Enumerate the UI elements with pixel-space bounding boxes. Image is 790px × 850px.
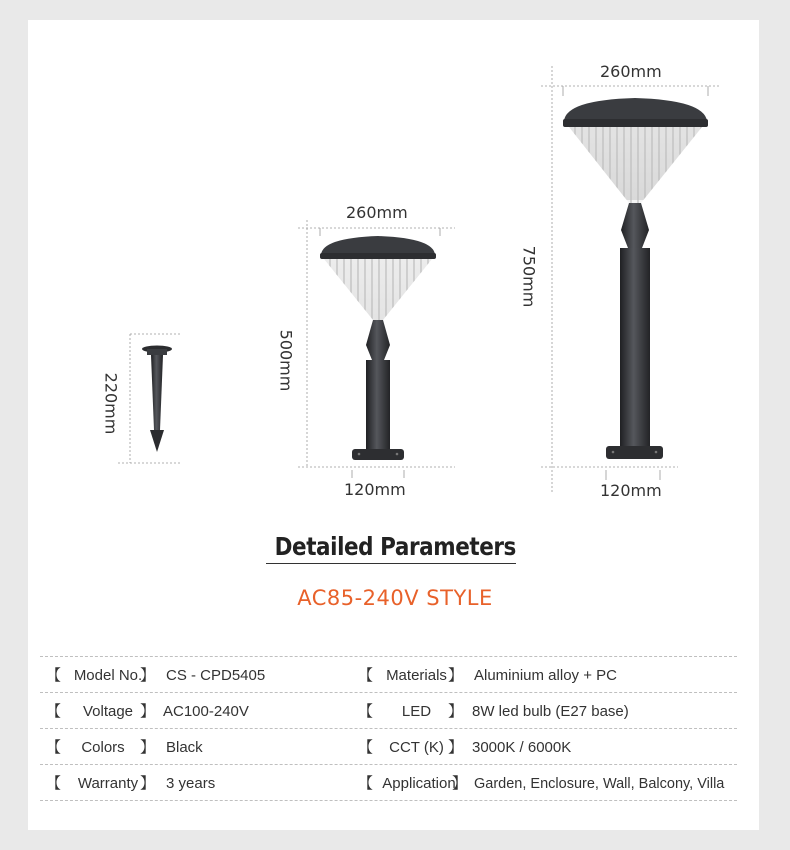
bracket-close: 】 (448, 739, 464, 756)
bracket-close: 】 (140, 667, 156, 684)
param-value: 3000K / 6000K (472, 739, 572, 756)
parameters-table (40, 656, 737, 801)
param-value: AC100-240V (163, 703, 249, 720)
table-row (40, 728, 737, 764)
param-label: LED (401, 703, 432, 720)
bracket-open: 【 (46, 667, 62, 684)
tall-base-label: 120mm (600, 481, 662, 500)
table-row (40, 692, 737, 728)
param-label: Voltage (82, 703, 134, 720)
short-base-label: 120mm (344, 480, 406, 499)
style-subtitle: AC85-240V STYLE (297, 586, 493, 610)
param-label: Materials (386, 667, 447, 684)
param-value: CS - CPD5405 (166, 667, 266, 684)
param-label: Model No. (73, 667, 143, 684)
table-row (40, 764, 737, 801)
bracket-close: 】 (448, 667, 464, 684)
param-value: 3 years (166, 775, 216, 792)
bracket-open: 【 (358, 667, 374, 684)
table-row (40, 656, 737, 692)
param-value: Black (166, 739, 203, 756)
bracket-close: 】 (140, 703, 156, 720)
spike-height-label: 220mm (101, 372, 121, 435)
bracket-close: 】 (140, 775, 156, 792)
bracket-open: 【 (46, 775, 62, 792)
param-value: Aluminium alloy + PC (474, 667, 617, 684)
bracket-close: 】 (448, 703, 464, 720)
short-width-label: 260mm (346, 203, 408, 222)
param-label: Warranty (77, 775, 139, 792)
short-height-label: 500mm (276, 329, 296, 392)
tall-lamp (541, 66, 720, 492)
bracket-close: 】 (452, 775, 468, 792)
short-lamp (298, 220, 455, 478)
tall-height-label: 750mm (519, 245, 539, 308)
section-title (0, 532, 790, 561)
bracket-open: 【 (46, 739, 62, 756)
param-label: Colors (81, 739, 125, 756)
spike-lamp (118, 334, 182, 463)
param-label: Application (382, 775, 456, 792)
param-value: Garden, Enclosure, Wall, Balcony, Villa (474, 776, 725, 792)
title-underline (266, 563, 516, 564)
bracket-close: 】 (140, 739, 156, 756)
bracket-open: 【 (358, 775, 374, 792)
bracket-open: 【 (358, 703, 374, 720)
bracket-open: 【 (358, 739, 374, 756)
tall-width-label: 260mm (600, 62, 662, 81)
bracket-open: 【 (46, 703, 62, 720)
section-title-text: Detailed Parameters (274, 532, 516, 561)
param-label: CCT (K) (389, 739, 444, 756)
param-value: 8W led bulb (E27 base) (472, 703, 629, 720)
